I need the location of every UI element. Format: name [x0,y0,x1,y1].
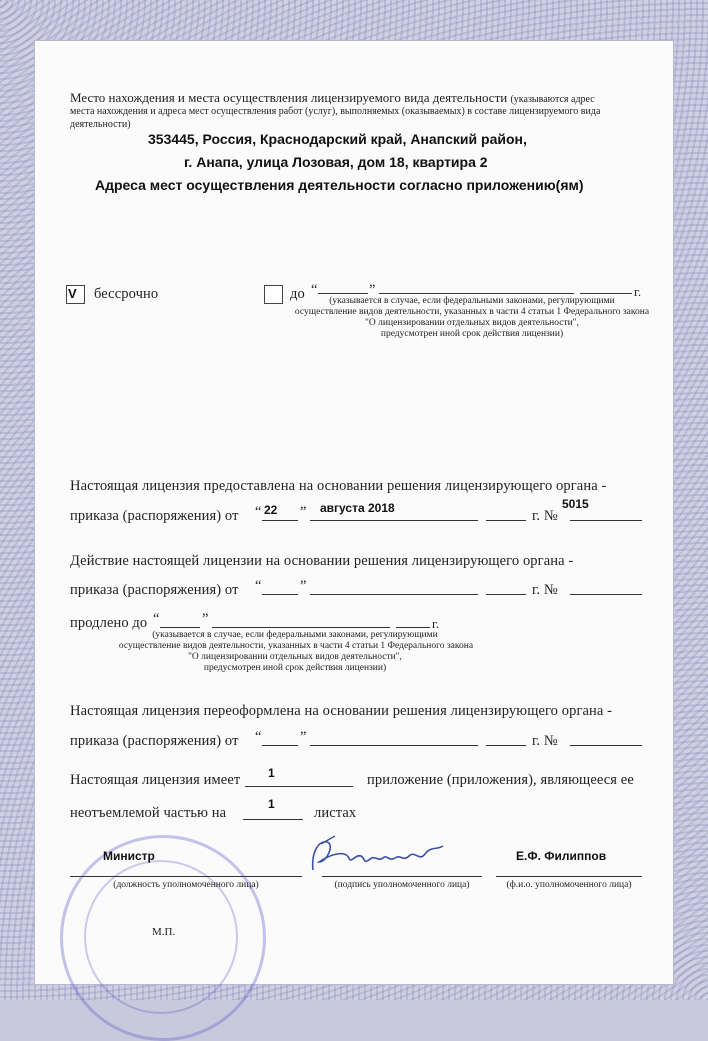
location-heading [70,90,595,106]
extended-until-month-line [212,627,390,628]
granted-text: Настоящая лицензия предоставлена на основании решения лицензирующего органа - [70,478,607,494]
signature-line [322,876,482,877]
location-note-1: (указываются адрес [510,94,595,105]
granted-number-line [570,520,642,521]
location-heading-text: Место нахождения и места осуществления лицензируемого вида деятельности [70,90,508,105]
term-note-1: (указывается в случае, если федеральными законами, регулирующими [329,296,615,306]
appendix-sheets: 1 [268,797,275,811]
until-year-suffix: г. [634,284,642,299]
reissued-quote-close: ” [300,729,307,745]
signature-caption: (подпись уполномоченного лица) [334,880,470,890]
extended-month-line [310,594,478,595]
granted-day-line [262,520,298,521]
indefinite-label: бессрочно [94,286,159,302]
extended-note-3: "О лицензировании отдельных видов деятельности", [188,652,402,662]
until-month-line [379,293,574,294]
location-note-3: деятельности) [70,119,131,130]
until-quote-open: “ [311,282,318,298]
until-checkbox [264,285,283,304]
name-line [496,876,642,877]
indefinite-checkbox [66,285,85,304]
reissued-year-line [486,745,526,746]
position-line [70,876,302,877]
extended-until-suffix: г. [432,616,440,631]
address-line-3: Адреса мест осуществления деятельности согласно приложению(ям) [95,177,584,193]
granted-month-line [310,520,478,521]
granted-order-label: приказа (распоряжения) от [70,508,239,524]
position-caption: (должность уполномоченного лица) [113,880,259,890]
extended-until-quote-close: ” [202,611,209,627]
granted-number: 5015 [562,497,589,511]
appendix-text-line2: неотъемлемой частью на [70,805,227,821]
reissued-order-label: приказа (распоряжения) от [70,733,239,749]
granted-month-year: августа 2018 [320,501,395,515]
granted-quote-close: ” [300,504,307,520]
position-value: Министр [103,849,155,863]
reissued-quote-open: “ [255,729,262,745]
handwritten-signature [305,832,455,877]
appendix-text-before: Настоящая лицензия имеет [70,772,241,788]
term-note-4: предусмотрен иной срок действия лицензии) [380,329,564,339]
granted-day: 22 [264,503,278,517]
reissued-day-line [262,745,298,746]
appendix-sheets-line [243,819,303,820]
check-mark: V [68,286,77,301]
until-quote-close: ” [369,282,376,298]
appendix-count-line [245,786,353,787]
term-note-2: осуществление видов деятельности, указанных в части 4 статьи 1 Федерального закона [294,307,650,317]
reissued-year-suffix: г. № [532,733,558,749]
granted-quote-open: “ [255,504,262,520]
extended-year-line [486,594,526,595]
extended-until-day-line [160,627,200,628]
until-label: до [290,286,305,302]
extended-until-label: продлено до [70,615,148,631]
official-name: Е.Ф. Филиппов [516,849,607,863]
reissued-month-line [310,745,478,746]
extended-order-label: приказа (распоряжения) от [70,582,239,598]
until-day-line [318,293,368,294]
extended-note-4: предусмотрен иной срок действия лицензии) [203,663,387,673]
stamp-label: М.П. [152,926,176,938]
extended-quote-open: “ [255,578,262,594]
granted-year-line [486,520,526,521]
location-note-2: места нахождения и адреса мест осуществления работ (услуг), выполняемых (оказываемых) в составе лицензируемого вида [70,106,601,117]
extended-until-quote-open: “ [153,611,160,627]
name-caption: (ф.и.о. уполномоченного лица) [506,880,632,890]
extended-day-line [262,594,298,595]
extended-year-suffix: г. № [532,582,558,598]
term-note-3: "О лицензировании отдельных видов деятельности", [365,318,579,328]
reissued-number-line [570,745,642,746]
until-year-line [580,293,632,294]
address-line-1: 353445, Россия, Краснодарский край, Анапский район, [148,131,527,147]
extended-text: Действие настоящей лицензии на основании решения лицензирующего органа - [70,553,574,569]
extended-quote-close: ” [300,578,307,594]
extended-note-1: (указывается в случае, если федеральными законами, регулирующими [152,630,438,640]
granted-year-suffix: г. № [532,508,558,524]
extended-until-year-line [396,627,430,628]
extended-note-2: осуществление видов деятельности, указанных в части 4 статьи 1 Федерального закона [118,641,474,651]
appendix-count: 1 [268,766,275,780]
extended-number-line [570,594,642,595]
appendix-text-after: приложение (приложения), являющееся ее [367,772,634,788]
appendix-sheets-label: листах [314,805,357,821]
address-line-2: г. Анапа, улица Лозовая, дом 18, квартира 2 [184,154,488,170]
reissued-text: Настоящая лицензия переоформлена на основании решения лицензирующего органа - [70,703,613,719]
